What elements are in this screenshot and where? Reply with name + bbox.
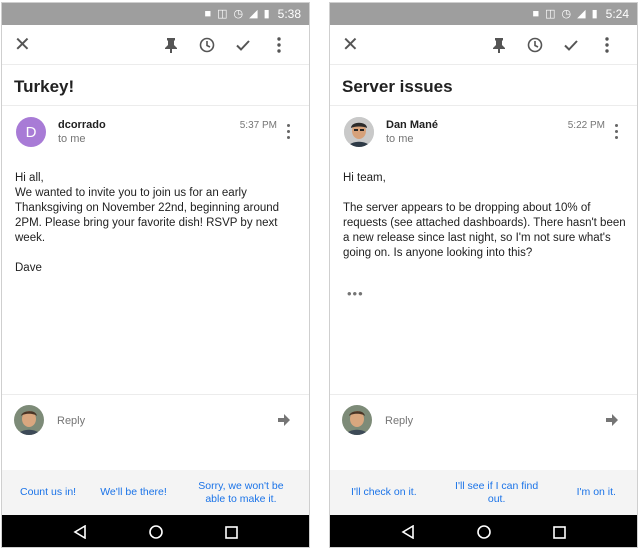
email-subject: Server issues (342, 77, 453, 96)
divider (2, 105, 309, 106)
battery-icon: ▮ (263, 7, 270, 20)
smart-reply-chip[interactable]: Count us in! (20, 486, 77, 498)
forward-arrow-icon[interactable] (605, 413, 619, 427)
message-time: 5:22 PM (567, 120, 605, 131)
user-avatar (14, 405, 44, 435)
divider (330, 105, 637, 106)
smart-reply-bar (330, 470, 637, 515)
sender-avatar[interactable] (344, 117, 374, 147)
alarm-icon: ◷ (233, 7, 244, 20)
sender-avatar[interactable] (16, 117, 46, 147)
recipient-label[interactable]: to me (58, 133, 86, 145)
app-bar (2, 25, 309, 65)
done-check-icon[interactable] (225, 37, 261, 53)
alarm-icon: ◷ (561, 7, 572, 20)
email-body: Hi team, The server appears to be dropping about 10% of requests (see attached dashboards). There hasn't been a new release since last night, so I'm not sure what's going on. Is anyone looking into this? (343, 172, 626, 259)
smart-reply-chip[interactable]: Sorry, we won't be able to make it. (198, 479, 284, 505)
smart-reply-chip[interactable]: I'll see if I can find out. (455, 479, 539, 505)
home-circle-icon[interactable] (477, 525, 491, 539)
vibrate-icon: ◫ (545, 7, 556, 20)
smart-reply-bar (2, 470, 309, 515)
close-icon[interactable]: ✕ (342, 34, 359, 56)
email-body: Hi all, We wanted to invite you to join us for an early Thanksgiving on November 22nd, beginning around 2PM. Please bring your favorite dish! RSVP by next week. Dave (15, 172, 280, 274)
back-triangle-icon[interactable] (401, 525, 415, 539)
user-avatar (342, 405, 372, 435)
status-time: 5:24 (605, 7, 629, 21)
message-more-icon[interactable] (615, 124, 621, 142)
avatar-letter: D (25, 123, 37, 141)
signal-icon: ◢ (577, 7, 586, 20)
show-trimmed-content-button[interactable]: ••• (347, 286, 364, 301)
reply-field[interactable]: Reply (57, 415, 86, 427)
battery-icon: ▮ (591, 7, 598, 20)
smart-reply-chip[interactable]: I'll check on it. (351, 486, 417, 498)
smart-reply-chip[interactable]: I'm on it. (576, 486, 616, 498)
status-time: 5:38 (277, 7, 301, 21)
recents-square-icon[interactable] (225, 526, 238, 539)
nav-bar (2, 515, 309, 548)
signal-icon: ◢ (249, 7, 258, 20)
divider (330, 394, 637, 395)
pin-icon[interactable] (153, 37, 189, 53)
smart-reply-chip[interactable]: We'll be there! (100, 486, 167, 498)
divider (2, 394, 309, 395)
back-triangle-icon[interactable] (73, 525, 87, 539)
message-time: 5:37 PM (239, 120, 277, 131)
message-more-icon[interactable] (287, 124, 293, 142)
status-bar (330, 3, 637, 25)
recents-square-icon[interactable] (553, 526, 566, 539)
close-icon[interactable]: ✕ (14, 34, 31, 56)
recipient-label[interactable]: to me (386, 133, 414, 145)
snooze-clock-icon[interactable] (189, 37, 225, 53)
sender-name: Dan Mané (386, 119, 438, 131)
email-subject: Turkey! (14, 77, 75, 96)
app-bar (330, 25, 637, 65)
reply-field[interactable]: Reply (385, 415, 414, 427)
pin-icon[interactable] (481, 37, 517, 53)
nav-bar (330, 515, 637, 548)
home-circle-icon[interactable] (149, 525, 163, 539)
briefcase-icon: ■ (532, 7, 540, 20)
more-vert-icon[interactable] (589, 37, 625, 53)
status-bar (2, 3, 309, 25)
phone-screen-left (1, 2, 310, 548)
vibrate-icon: ◫ (217, 7, 228, 20)
sender-name: dcorrado (58, 119, 106, 131)
more-vert-icon[interactable] (261, 37, 297, 53)
briefcase-icon: ■ (204, 7, 212, 20)
snooze-clock-icon[interactable] (517, 37, 553, 53)
forward-arrow-icon[interactable] (277, 413, 291, 427)
done-check-icon[interactable] (553, 37, 589, 53)
phone-screen-right (329, 2, 638, 548)
